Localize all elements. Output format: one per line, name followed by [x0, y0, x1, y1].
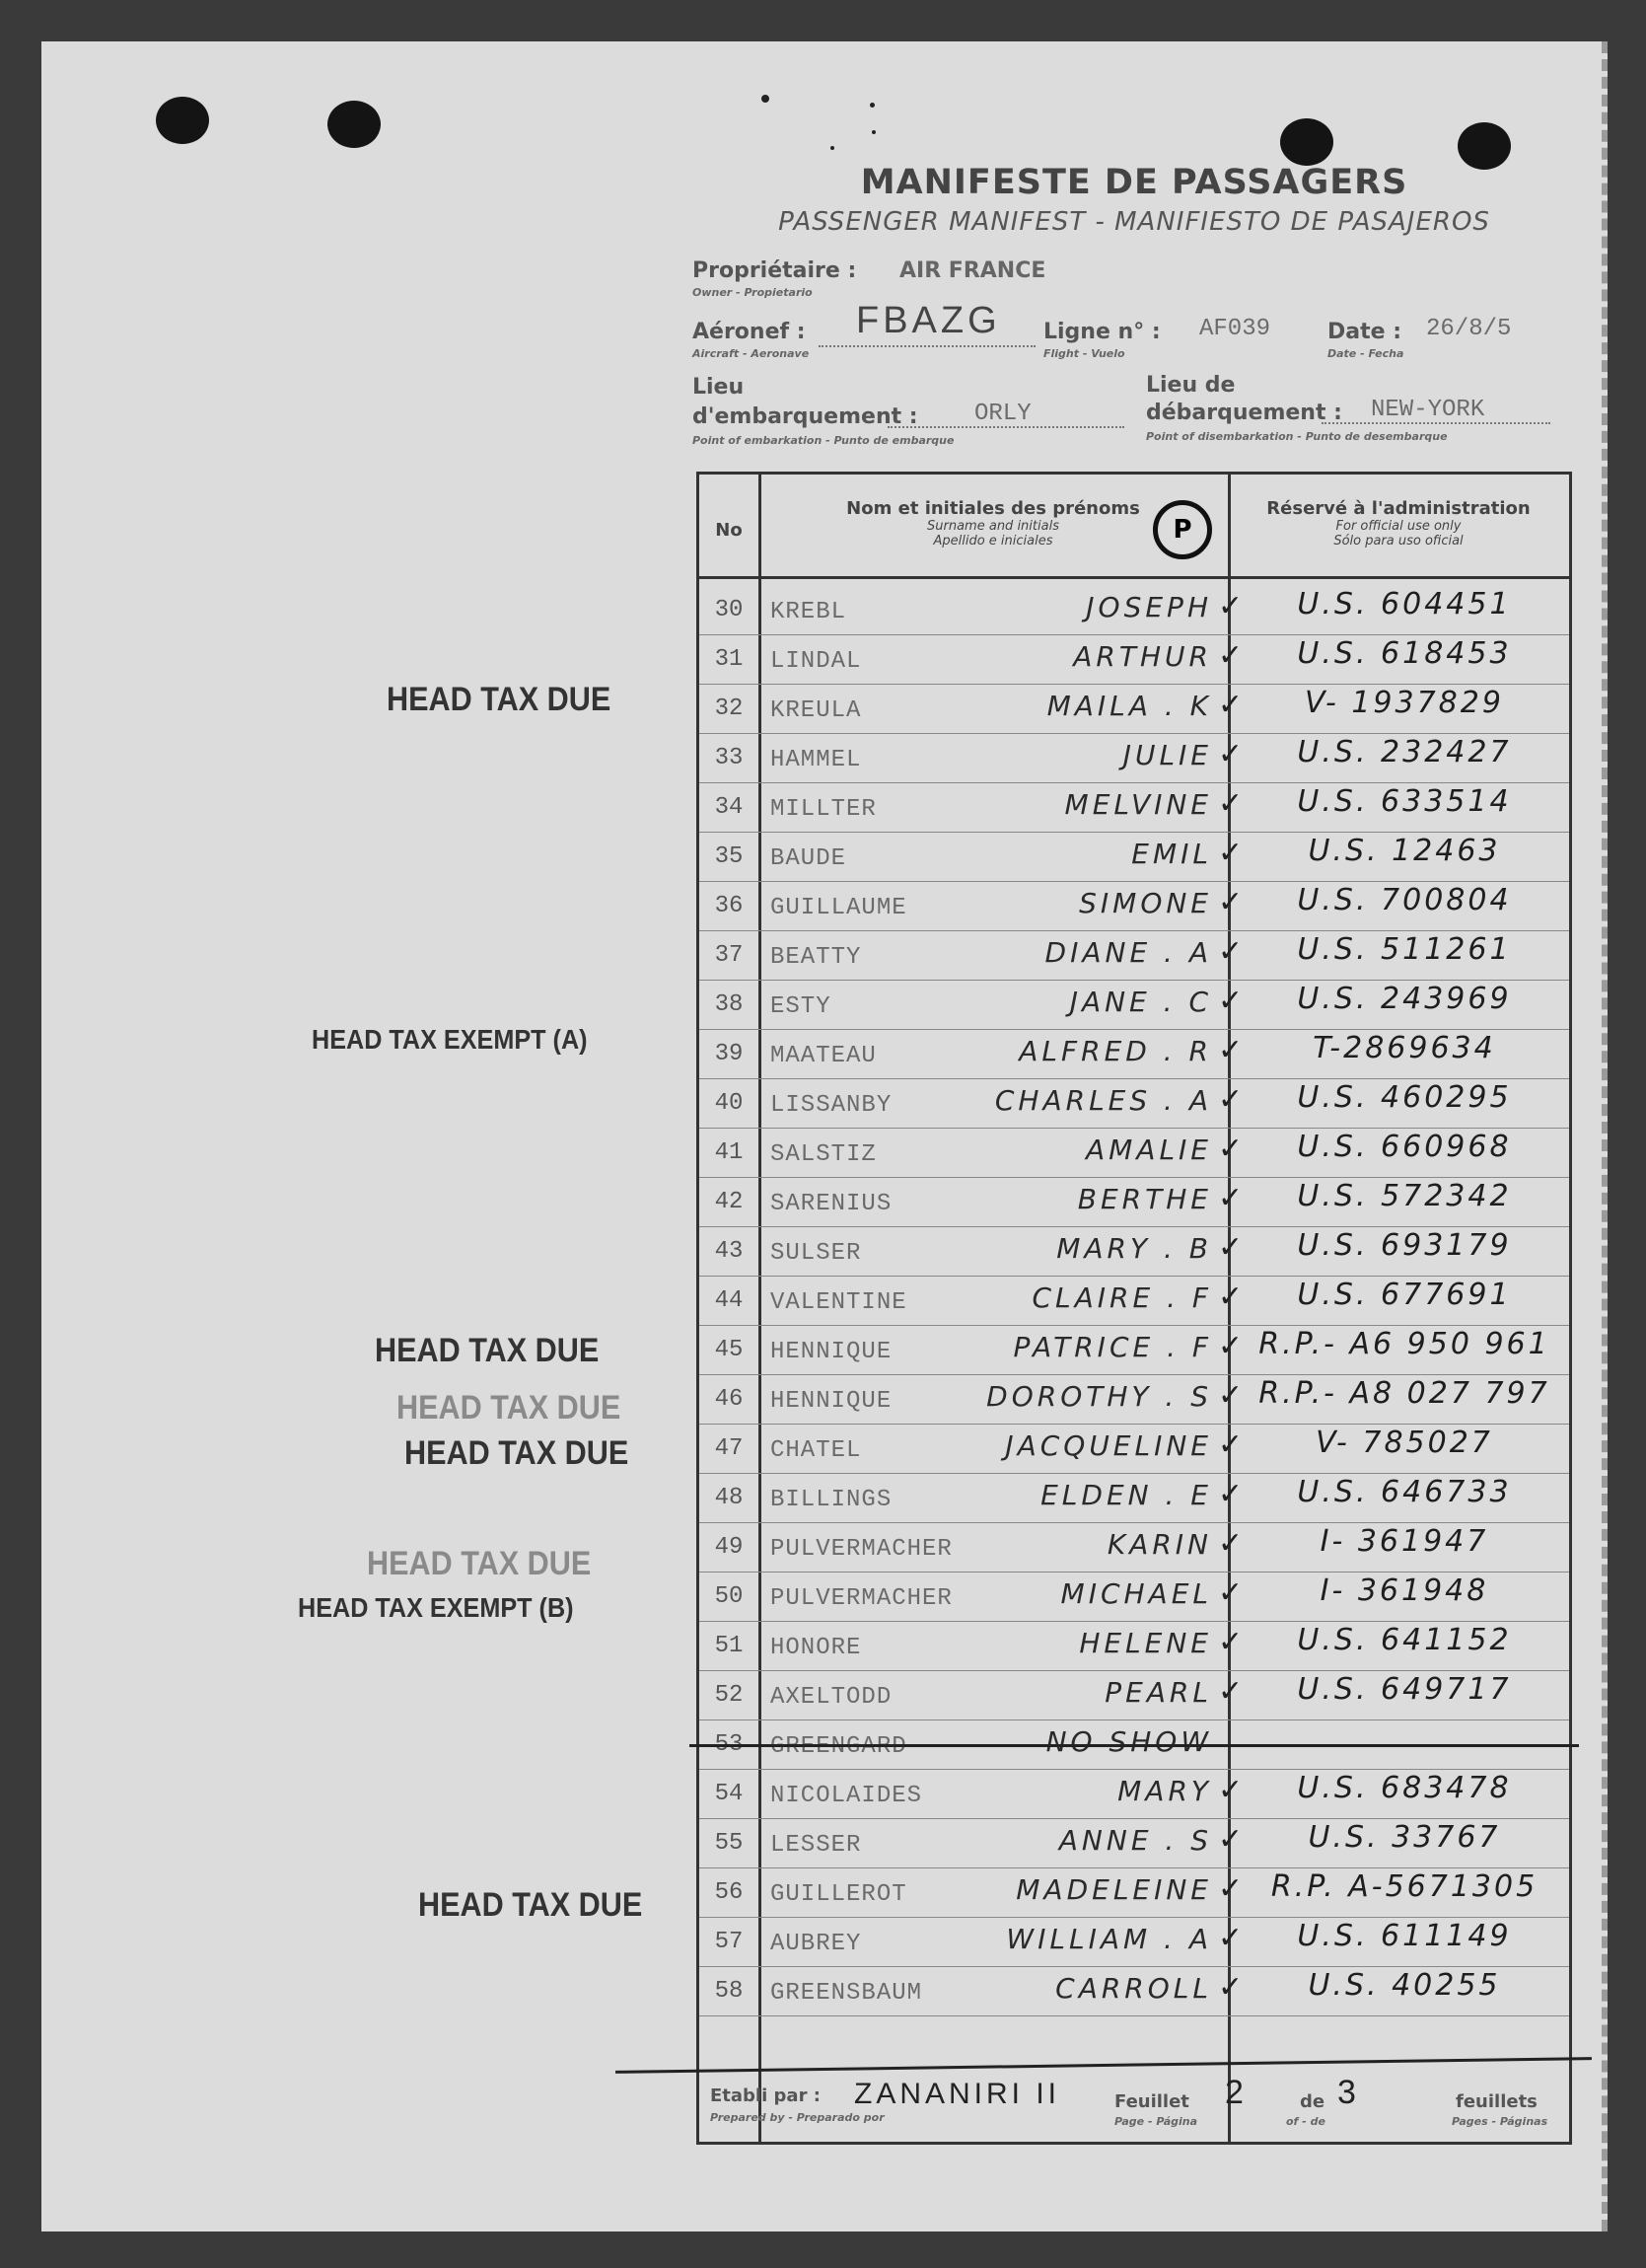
- row-passport-number: U.S. 683478: [1297, 1771, 1512, 1805]
- table-row: [699, 1621, 1569, 1671]
- row-number: 37: [714, 942, 744, 969]
- table-row: [699, 930, 1569, 981]
- table-row: [699, 832, 1569, 882]
- row-passport-number: V- 1937829: [1305, 686, 1504, 720]
- row-passport-number: U.S. 677691: [1297, 1278, 1512, 1312]
- row-surname: GREENGARD: [770, 1733, 907, 1760]
- date-value: 26/8/5: [1426, 316, 1512, 342]
- row-given-name: AMALIE: [1085, 1134, 1212, 1166]
- head-tax-due-stamp: HEAD TAX DUE: [404, 1434, 629, 1472]
- check-mark-icon: ✓: [1218, 1428, 1244, 1461]
- embark-label-2: d'embarquement :: [692, 404, 918, 429]
- table-row: [699, 585, 1569, 635]
- sheets-sub: Pages - Páginas: [1452, 2115, 1548, 2128]
- row-surname: PULVERMACHER: [770, 1585, 953, 1612]
- row-given-name: ELDEN . E: [1040, 1479, 1212, 1511]
- punch-hole: [1280, 118, 1333, 166]
- check-mark-icon: ✓: [1218, 1231, 1244, 1264]
- row-surname: SARENIUS: [770, 1191, 893, 1217]
- row-passport-number: U.S. 604451: [1297, 587, 1512, 622]
- row-number: 43: [714, 1238, 744, 1265]
- row-number: 30: [714, 597, 744, 623]
- disembark-dots: [1322, 422, 1550, 424]
- speck: [761, 95, 769, 103]
- row-passport-number: U.S. 243969: [1297, 982, 1512, 1016]
- check-mark-icon: ✓: [1218, 1280, 1244, 1313]
- row-surname: PULVERMACHER: [770, 1536, 953, 1563]
- row-surname: HONORE: [770, 1635, 862, 1661]
- row-number: 31: [714, 646, 744, 673]
- flight-value: AF039: [1199, 316, 1271, 342]
- speck: [830, 146, 834, 150]
- punch-hole: [1458, 122, 1511, 170]
- check-mark-icon: ✓: [1218, 1576, 1244, 1609]
- row-surname: NICOLAIDES: [770, 1783, 923, 1809]
- table-row: [699, 634, 1569, 685]
- row-surname: BILLINGS: [770, 1487, 893, 1513]
- row-surname: SALSTIZ: [770, 1141, 877, 1168]
- row-given-name: MARY: [1117, 1775, 1212, 1807]
- row-number: 36: [714, 893, 744, 919]
- prepared-label: Etabli par :: [710, 2085, 821, 2106]
- col-admin-sub2: Sólo para uso oficial: [1333, 534, 1464, 549]
- table-row: [699, 684, 1569, 734]
- table-row: [699, 1325, 1569, 1375]
- row-passport-number: U.S. 611149: [1297, 1919, 1512, 1953]
- row-number: 53: [714, 1731, 744, 1758]
- row-surname: CHATEL: [770, 1437, 862, 1464]
- row-number: 57: [714, 1929, 744, 1955]
- row-given-name: MELVINE: [1064, 788, 1212, 821]
- col-name-sub1: Surname and initials: [927, 519, 1059, 534]
- row-surname: GREENSBAUM: [770, 1980, 923, 2007]
- row-number: 45: [714, 1337, 744, 1363]
- check-mark-icon: ✓: [1218, 1182, 1244, 1214]
- row-given-name: CARROLL: [1055, 1972, 1212, 2005]
- row-surname: SULSER: [770, 1240, 862, 1267]
- table-row: [699, 1522, 1569, 1573]
- check-mark-icon: ✓: [1218, 1478, 1244, 1510]
- check-mark-icon: ✓: [1218, 1675, 1244, 1708]
- aircraft-label: Aéronef :: [692, 320, 806, 344]
- row-number: 38: [714, 991, 744, 1018]
- strike-through-line: [689, 1744, 1579, 1747]
- owner-label: Propriétaire :: [692, 258, 857, 283]
- disembark-label-1: Lieu de: [1146, 373, 1236, 398]
- table-row: [699, 1226, 1569, 1277]
- disembark-sub: Point of disembarkation - Punto de desembarque: [1146, 430, 1448, 443]
- punch-hole: [327, 101, 381, 148]
- row-given-name: CLAIRE . F: [1032, 1281, 1212, 1314]
- check-mark-icon: ✓: [1218, 639, 1244, 672]
- row-surname: AUBREY: [770, 1931, 862, 1957]
- col-name-sub2: Apellido e iniciales: [933, 534, 1053, 549]
- date-label: Date :: [1327, 320, 1402, 344]
- check-mark-icon: ✓: [1218, 1034, 1244, 1066]
- check-mark-icon: ✓: [1218, 1823, 1244, 1856]
- embark-sub: Point of embarkation - Punto de embarque: [692, 434, 955, 447]
- row-given-name: DOROTHY . S: [986, 1380, 1212, 1413]
- row-surname: AXELTODD: [770, 1684, 893, 1711]
- table-row: [699, 1917, 1569, 1967]
- date-sub: Date - Fecha: [1327, 347, 1404, 360]
- col-admin-header: [1228, 498, 1569, 549]
- row-passport-number: U.S. 460295: [1297, 1080, 1512, 1115]
- row-given-name: BERTHE: [1077, 1183, 1212, 1215]
- row-given-name: DIANE . A: [1044, 936, 1212, 969]
- row-number: 34: [714, 794, 744, 821]
- row-number: 40: [714, 1090, 744, 1117]
- table-row: [699, 1719, 1569, 1770]
- table-row: [699, 1177, 1569, 1227]
- row-passport-number: U.S. 660968: [1297, 1130, 1512, 1164]
- row-given-name: ALFRED . R: [1019, 1035, 1212, 1067]
- row-passport-number: I- 361947: [1320, 1524, 1489, 1559]
- of-sub: of - de: [1286, 2115, 1325, 2128]
- check-mark-icon: ✓: [1218, 1872, 1244, 1905]
- row-passport-number: U.S. 633514: [1297, 784, 1512, 819]
- prepared-value: ZANANIRI II: [854, 2078, 1061, 2110]
- row-given-name: MARY . B: [1056, 1232, 1212, 1265]
- table-row: [699, 1572, 1569, 1622]
- table-row: [699, 1374, 1569, 1425]
- row-number: 56: [714, 1879, 744, 1906]
- check-mark-icon: ✓: [1218, 1083, 1244, 1116]
- manifest-title: MANIFESTE DE PASSAGERS: [860, 163, 1408, 202]
- row-number: 41: [714, 1139, 744, 1166]
- speck: [870, 103, 875, 108]
- head-tax-due-stamp: HEAD TAX DUE: [396, 1389, 621, 1427]
- row-number: 49: [714, 1534, 744, 1561]
- row-surname: LINDAL: [770, 648, 862, 675]
- row-given-name: JOSEPH: [1086, 591, 1212, 623]
- col-name-label: Nom et initiales des prénoms: [846, 498, 1140, 519]
- row-passport-number: U.S. 12463: [1308, 834, 1501, 868]
- check-mark-icon: ✓: [1218, 1330, 1244, 1362]
- row-passport-number: U.S. 33767: [1308, 1820, 1501, 1855]
- check-mark-icon: ✓: [1218, 689, 1244, 721]
- prepared-sub: Prepared by - Preparado por: [710, 2111, 885, 2124]
- embark-dots: [888, 426, 1124, 428]
- row-given-name: ARTHUR: [1073, 640, 1212, 673]
- row-number: 50: [714, 1583, 744, 1610]
- table-row: [699, 980, 1569, 1030]
- row-given-name: MICHAEL: [1060, 1577, 1212, 1610]
- row-number: 51: [714, 1633, 744, 1659]
- table-row: [699, 1424, 1569, 1474]
- check-mark-icon: ✓: [1218, 1527, 1244, 1560]
- table-row: [699, 881, 1569, 931]
- row-passport-number: R.P. A-5671305: [1270, 1869, 1539, 1904]
- row-surname: LESSER: [770, 1832, 862, 1859]
- disembark-value: NEW-YORK: [1371, 397, 1485, 423]
- check-mark-icon: ✓: [1218, 1922, 1244, 1954]
- row-given-name: WILLIAM . A: [1006, 1923, 1212, 1955]
- col-no-label: No: [715, 520, 743, 541]
- page-sub: Page - Página: [1114, 2115, 1198, 2128]
- row-surname: MAATEAU: [770, 1043, 877, 1069]
- col-no-header: [699, 520, 758, 541]
- embark-label-1: Lieu: [692, 375, 745, 400]
- row-number: 39: [714, 1041, 744, 1067]
- table-row: [699, 1769, 1569, 1819]
- row-given-name: ANNE . S: [1058, 1824, 1212, 1857]
- row-given-name: MADELEINE: [1016, 1873, 1212, 1906]
- total-value: 3: [1337, 2074, 1360, 2111]
- check-mark-icon: ✓: [1218, 1379, 1244, 1412]
- passenger-table: [696, 472, 1572, 2145]
- row-given-name: JANE . C: [1069, 986, 1212, 1018]
- row-passport-number: U.S. 646733: [1297, 1475, 1512, 1509]
- table-row: [699, 1473, 1569, 1523]
- table-row: [699, 733, 1569, 783]
- manifest-subtitle: PASSENGER MANIFEST - MANIFIESTO DE PASAJEROS: [778, 207, 1490, 237]
- row-surname: GUILLEROT: [770, 1881, 907, 1908]
- row-surname: KREULA: [770, 697, 862, 724]
- owner-value: AIR FRANCE: [899, 258, 1046, 283]
- row-passport-number: U.S. 618453: [1297, 636, 1512, 671]
- row-surname: BEATTY: [770, 944, 862, 971]
- check-mark-icon: ✓: [1218, 1971, 1244, 2004]
- row-passport-number: I- 361948: [1320, 1573, 1489, 1608]
- row-surname: KREBL: [770, 599, 847, 625]
- row-surname: LISSANBY: [770, 1092, 893, 1119]
- table-row: [699, 1670, 1569, 1720]
- table-row: [699, 1276, 1569, 1326]
- header-rule: [699, 576, 1569, 579]
- row-passport-number: U.S. 511261: [1297, 932, 1512, 967]
- table-row: [699, 1078, 1569, 1129]
- disembark-label-2: débarquement :: [1146, 401, 1342, 425]
- check-mark-icon: ✓: [1218, 1133, 1244, 1165]
- row-passport-number: U.S. 641152: [1297, 1623, 1512, 1657]
- table-row: [699, 1867, 1569, 1918]
- aircraft-value: FBAZG: [856, 300, 1001, 341]
- aircraft-sub: Aircraft - Aeronave: [692, 347, 810, 360]
- table-footer: [696, 2074, 1566, 2139]
- check-mark-icon: ✓: [1218, 935, 1244, 968]
- row-surname: HENNIQUE: [770, 1388, 893, 1415]
- row-surname: ESTY: [770, 993, 831, 1020]
- row-number: 47: [714, 1435, 744, 1462]
- check-mark-icon: ✓: [1218, 886, 1244, 918]
- owner-sub: Owner - Propietario: [692, 286, 813, 299]
- flight-label: Ligne n° :: [1043, 320, 1161, 344]
- speck: [872, 130, 876, 134]
- row-surname: GUILLAUME: [770, 895, 907, 921]
- row-number: 44: [714, 1287, 744, 1314]
- row-number: 46: [714, 1386, 744, 1413]
- sheets-label: feuillets: [1456, 2091, 1538, 2112]
- table-row: [699, 782, 1569, 833]
- col-admin-sub1: For official use only: [1335, 519, 1462, 534]
- head-tax-due-stamp: HEAD TAX DUE: [387, 681, 611, 718]
- row-given-name: HELENE: [1079, 1627, 1212, 1659]
- row-passport-number: R.P.- A8 027 797: [1258, 1376, 1550, 1411]
- table-row: [699, 1966, 1569, 2016]
- table-row: [699, 1128, 1569, 1178]
- aircraft-dots: [819, 345, 1036, 347]
- head-tax-due-stamp: HEAD TAX DUE: [375, 1332, 600, 1369]
- row-surname: VALENTINE: [770, 1289, 907, 1316]
- head-tax-exempt-a-stamp: HEAD TAX EXEMPT (A): [312, 1024, 588, 1055]
- col-admin-label: Réservé à l'administration: [1266, 498, 1531, 519]
- row-passport-number: U.S. 700804: [1297, 883, 1512, 917]
- check-mark-icon: ✓: [1218, 738, 1244, 770]
- row-number: 52: [714, 1682, 744, 1709]
- head-tax-due-stamp: HEAD TAX DUE: [367, 1545, 592, 1582]
- check-mark-icon: ✓: [1218, 1626, 1244, 1658]
- row-number: 32: [714, 695, 744, 722]
- of-label: de: [1300, 2091, 1325, 2112]
- row-surname: HENNIQUE: [770, 1339, 893, 1365]
- row-surname: MILLTER: [770, 796, 877, 823]
- check-mark-icon: ✓: [1218, 985, 1244, 1017]
- row-given-name: PATRICE . F: [1013, 1331, 1212, 1363]
- check-mark-icon: ✓: [1218, 837, 1244, 869]
- row-passport-number: U.S. 40255: [1308, 1968, 1501, 2003]
- flight-sub: Flight - Vuelo: [1043, 347, 1125, 360]
- page-value: 2: [1225, 2074, 1248, 2111]
- row-given-name: NO SHOW: [1045, 1725, 1212, 1758]
- row-passport-number: V- 785027: [1316, 1426, 1493, 1460]
- row-surname: BAUDE: [770, 845, 847, 872]
- head-tax-due-stamp: HEAD TAX DUE: [418, 1886, 643, 1924]
- punch-hole: [156, 97, 209, 144]
- circled-mark: P: [1153, 500, 1212, 559]
- row-number: 48: [714, 1485, 744, 1511]
- row-number: 35: [714, 843, 744, 870]
- row-number: 55: [714, 1830, 744, 1857]
- row-given-name: SIMONE: [1079, 887, 1212, 919]
- row-given-name: KARIN: [1107, 1528, 1212, 1561]
- check-mark-icon: ✓: [1218, 590, 1244, 622]
- table-row: [699, 1029, 1569, 1079]
- row-given-name: CHARLES . A: [994, 1084, 1212, 1117]
- row-passport-number: R.P.- A6 950 961: [1258, 1327, 1550, 1361]
- row-passport-number: U.S. 649717: [1297, 1672, 1512, 1707]
- check-mark-icon: ✓: [1218, 1774, 1244, 1806]
- head-tax-exempt-b-stamp: HEAD TAX EXEMPT (B): [298, 1592, 574, 1623]
- embark-value: ORLY: [974, 401, 1032, 427]
- check-mark-icon: ✓: [1218, 787, 1244, 820]
- row-given-name: PEARL: [1105, 1676, 1212, 1709]
- row-passport-number: U.S. 232427: [1297, 735, 1512, 769]
- table-row: [699, 1818, 1569, 1868]
- row-number: 33: [714, 745, 744, 771]
- row-number: 42: [714, 1189, 744, 1215]
- row-number: 58: [714, 1978, 744, 2005]
- row-given-name: JACQUELINE: [1005, 1429, 1212, 1462]
- row-passport-number: T-2869634: [1313, 1031, 1496, 1065]
- row-number: 54: [714, 1781, 744, 1807]
- row-given-name: MAILA . K: [1046, 690, 1212, 722]
- row-given-name: JULIE: [1122, 739, 1212, 771]
- page-label: Feuillet: [1114, 2091, 1189, 2112]
- row-surname: HAMMEL: [770, 747, 862, 773]
- row-passport-number: U.S. 693179: [1297, 1228, 1512, 1263]
- row-given-name: EMIL: [1131, 838, 1212, 870]
- row-passport-number: U.S. 572342: [1297, 1179, 1512, 1213]
